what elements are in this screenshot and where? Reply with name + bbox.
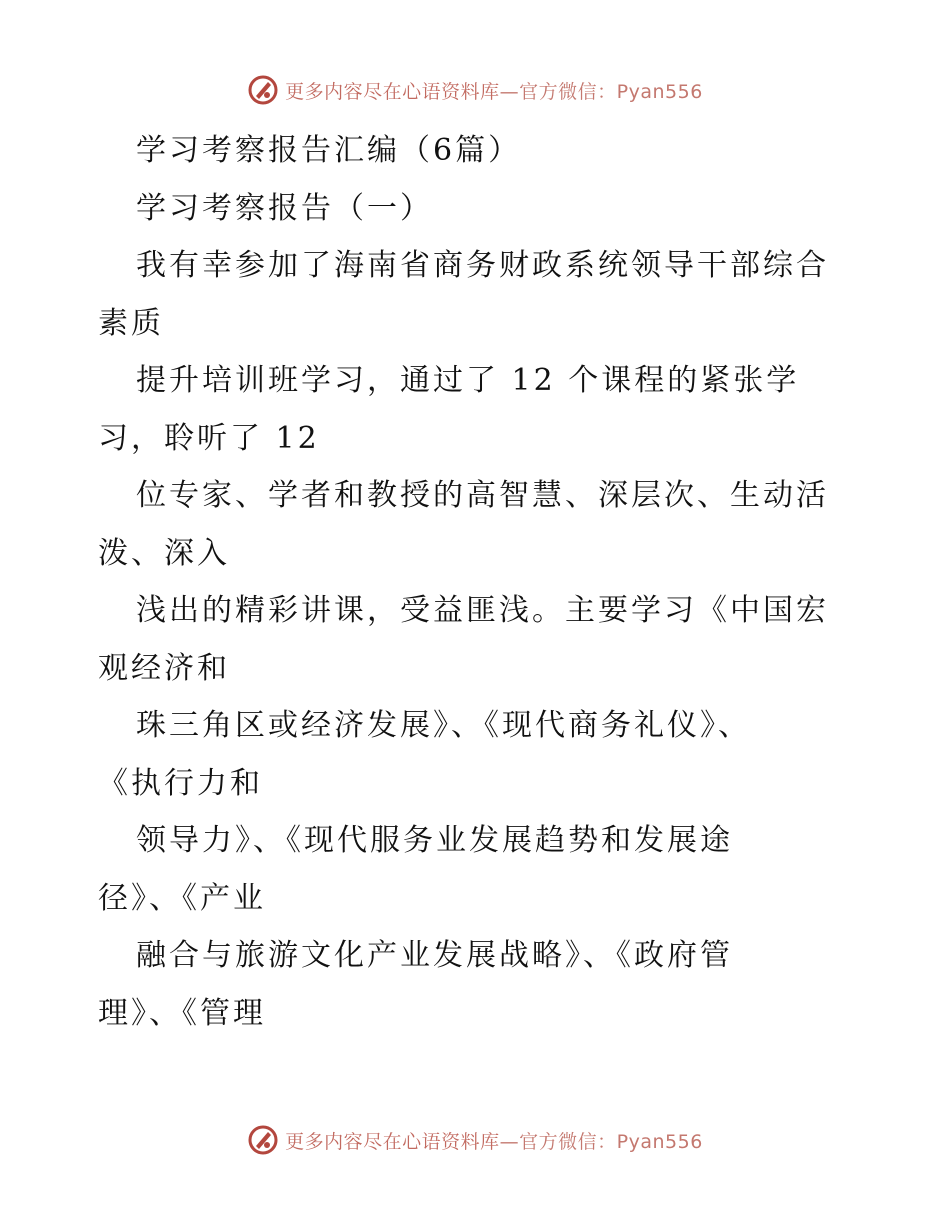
section-heading: 学习考察报告（一） <box>136 190 433 226</box>
watermark-dash: — <box>499 1130 520 1153</box>
header-watermark <box>0 70 950 110</box>
text-line: 融合与旅游文化产业发展战略》、《政府管 <box>136 938 733 973</box>
text-line: 浅出的精彩讲课，受益匪浅。主要学习《中国宏 <box>136 593 829 628</box>
text-line: 泼、深入 <box>98 535 230 571</box>
text-line: 珠三角区或经济发展》、《现代商务礼仪》、 <box>136 708 751 743</box>
watermark-dash: — <box>499 80 520 103</box>
text-line: 《执行力和 <box>98 765 263 801</box>
text-line: 径》、《产业 <box>98 880 266 916</box>
document-title: 学习考察报告汇编（6篇） <box>136 133 522 168</box>
text-line: 提升培训班学习，通过了 12 个课程的紧张学 <box>136 363 800 398</box>
text-line: 习，聆听了 12 <box>98 420 320 456</box>
text-line: 位专家、学者和教授的高智慧、深层次、生动活 <box>136 478 829 513</box>
library-logo-icon <box>247 74 279 106</box>
footer-watermark <box>0 1120 950 1160</box>
document-body <box>98 122 858 1042</box>
text-line: 领导力》、《现代服务业发展趋势和发展途 <box>136 823 733 858</box>
watermark-wechat-text: 官方微信：Pyan556 <box>519 1130 703 1153</box>
text-line: 我有幸参加了海南省商务财政系统领导干部综合 <box>136 248 829 283</box>
watermark-wechat-text: 官方微信：Pyan556 <box>519 80 703 103</box>
watermark-text <box>285 1127 703 1154</box>
library-logo-icon <box>247 1124 279 1156</box>
text-line: 观经济和 <box>98 650 230 686</box>
text-line: 素质 <box>98 305 164 341</box>
watermark-text <box>285 77 703 104</box>
text-line: 理》、《管理 <box>98 995 266 1031</box>
watermark-site-text: 更多内容尽在心语资料库 <box>285 1130 500 1153</box>
watermark-site-text: 更多内容尽在心语资料库 <box>285 80 500 103</box>
